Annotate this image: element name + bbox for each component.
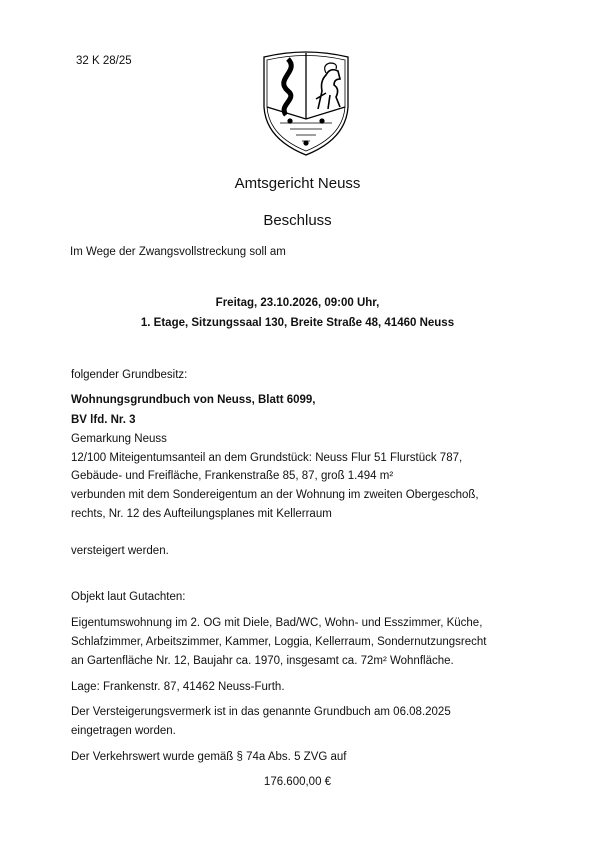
register-note-line: eingetragen worden. [71, 725, 176, 737]
auction-date: Freitag, 23.10.2026, 09:00 Uhr, [215, 297, 380, 309]
court-name: Amtsgericht Neuss [234, 175, 361, 192]
parcel-line: Gebäude- und Freifläche, Frankenstraße 85, 87, groß 1.494 m² [71, 470, 394, 482]
bv-line: BV lfd. Nr. 3 [71, 414, 136, 426]
appraisal-line: an Gartenfläche Nr. 12, Baujahr ca. 1970, insgesamt ca. 72m² Wohnfläche. [71, 655, 454, 667]
appraisal-heading: Objekt laut Gutachten: [71, 591, 186, 603]
auction-phrase: versteigert werden. [71, 545, 169, 557]
valuation-amount: 176.600,00 € [263, 776, 332, 788]
parcel-line: rechts, Nr. 12 des Aufteilungsplanes mit Kellerraum [71, 508, 332, 520]
page-title: Beschluss [263, 212, 332, 229]
register-note-line: Der Versteigerungsvermerk ist in das genannte Grundbuch am 06.08.2025 [71, 706, 451, 718]
coat-of-arms-icon [260, 49, 352, 157]
appraisal-line: Schlafzimmer, Arbeitszimmer, Kammer, Loggia, Kellerraum, Sondernutzungsrecht [71, 636, 487, 648]
parcel-line: 12/100 Miteigentumsanteil an dem Grundstück: Neuss Flur 51 Flurstück 787, [71, 452, 463, 464]
file-number: 32 K 28/25 [76, 55, 132, 67]
parcel-line: verbunden mit dem Sondereigentum an der Wohnung im zweiten Obergeschoß, [71, 489, 479, 501]
appraisal-line: Eigentumswohnung im 2. OG mit Diele, Bad/WC, Wohn- und Esszimmer, Küche, [71, 617, 483, 629]
property-intro: folgender Grundbesitz: [71, 369, 188, 381]
auction-location: 1. Etage, Sitzungssaal 130, Breite Straße 48, 41460 Neuss [140, 317, 455, 329]
intro-text: Im Wege der Zwangsvollstreckung soll am [70, 246, 286, 258]
parcel-line: Gemarkung Neuss [71, 433, 167, 445]
register-line: Wohnungsgrundbuch von Neuss, Blatt 6099, [71, 394, 316, 406]
valuation-line: Der Verkehrswert wurde gemäß § 74a Abs. 5 ZVG auf [71, 751, 347, 763]
location-info: Lage: Frankenstr. 87, 41462 Neuss-Furth. [71, 681, 285, 693]
